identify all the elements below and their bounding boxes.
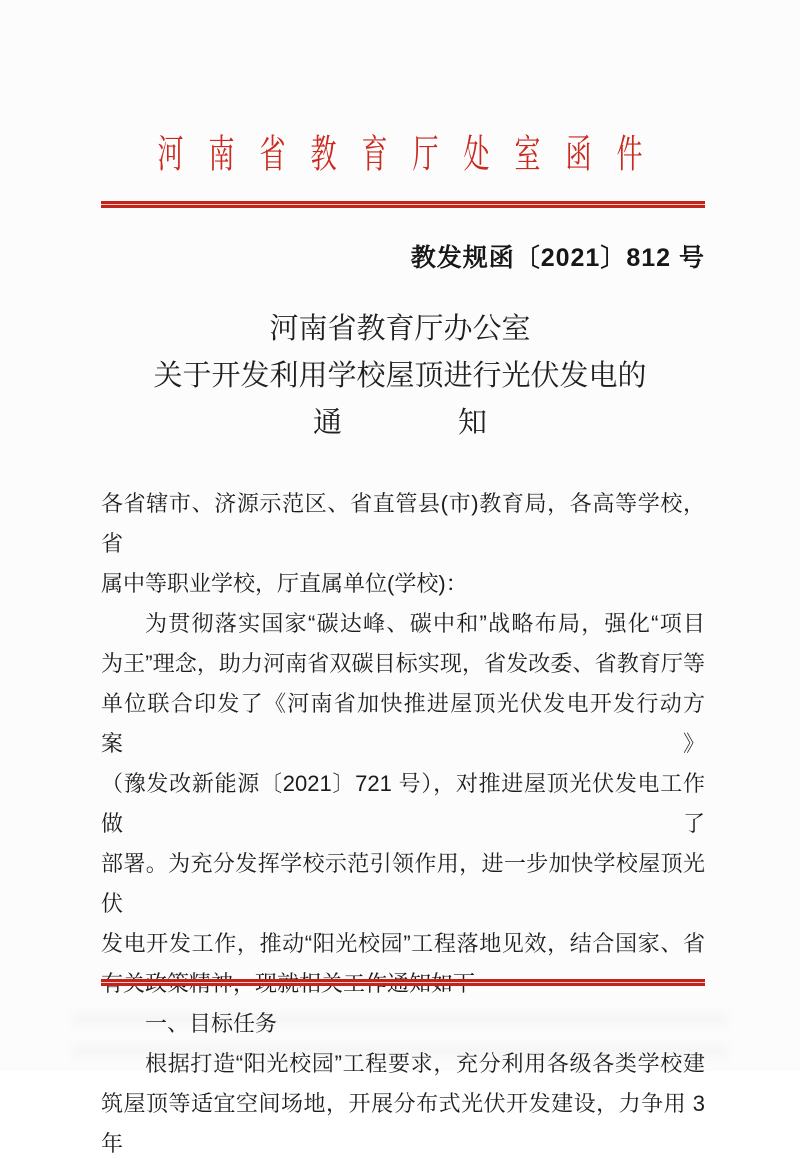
scan-bleed-artifact <box>70 1012 730 1026</box>
footer-divider-line <box>101 979 705 986</box>
title-line-subject: 关于开发利用学校屋顶进行光伏发电的 <box>153 360 647 392</box>
body-line: 属中等职业学校，厅直属单位(学校)： <box>101 571 468 596</box>
letterhead-divider-line <box>101 201 705 208</box>
body-line: 单位联合印发了《河南省加快推进屋顶光伏发电开发行动方案》 <box>101 691 705 756</box>
body-line: 部署。为充分发挥学校示范引领作用，进一步加快学校屋顶光伏 <box>101 851 705 916</box>
title-line-issuer: 河南省教育厅办公室 <box>269 313 531 345</box>
body-line: 根据打造“阳光校园”工程要求，充分利用各级各类学校建 <box>145 1051 705 1076</box>
body-line: 筑屋顶等适宜空间场地，开展分布式光伏开发建设，力争用 3 年 <box>101 1091 705 1156</box>
body-line: 为王”理念，助力河南省双碳目标实现，省发改委、省教育厅等 <box>101 651 705 676</box>
document-number: 教发规函〔2021〕812 号 <box>410 244 705 272</box>
body-line: 发电开发工作，推动“阳光校园”工程落地见效，结合国家、省 <box>101 931 705 956</box>
title-line-notice: 通 知 <box>312 407 487 439</box>
document-title <box>0 306 800 447</box>
body-line: （豫发改新能源〔2021〕721 号），对推进屋顶光伏发电工作做了 <box>101 771 705 836</box>
scan-bleed-artifact <box>70 1044 730 1058</box>
body-line: 一、目标任务 <box>145 1011 278 1036</box>
body-line: 各省辖市、济源示范区、省直管县(市)教育局，各高等学校，省 <box>101 491 705 556</box>
document-body <box>101 484 705 1164</box>
letterhead-title: 河南省教育厅处室函件 <box>157 133 668 177</box>
body-line: 为贯彻落实国家“碳达峰、碳中和”战略布局，强化“项目 <box>145 611 705 636</box>
